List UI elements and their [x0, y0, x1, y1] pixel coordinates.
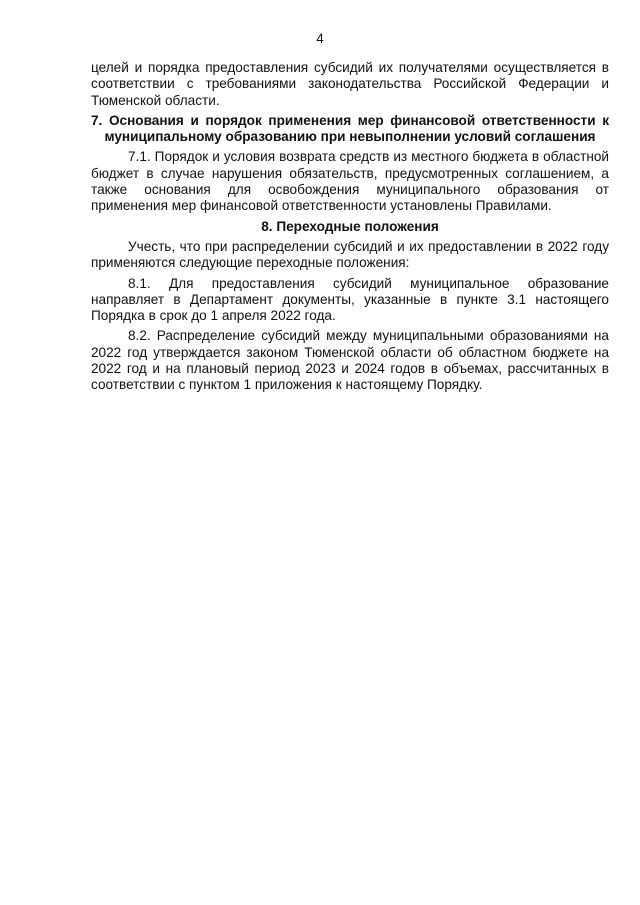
paragraph-8-1: 8.1. Для предоставления субсидий муниципальное образование направляет в Департамент документы, указанные в пункте 3.1 настоящего Порядка в срок до 1 апреля 2022 года. [91, 275, 609, 324]
paragraph-intro: целей и порядка предоставления субсидий их получателями осуществляется в соответствии с требованиями законодательства Российской Федерации и Тюменской области. [91, 60, 609, 108]
paragraph-8-intro: Учесть, что при распределении субсидий и их предоставлении в 2022 году применяются следующие переходные положения: [91, 238, 609, 271]
section-8-heading: 8. Переходные положения [261, 218, 439, 234]
section-7-heading: 7. Основания и порядок применения мер финансовой ответственности к муниципальному образованию при невыполнении условий соглашения [91, 112, 609, 145]
document-body [91, 60, 609, 398]
paragraph-7-1: 7.1. Порядок и условия возврата средств из местного бюджета в областной бюджет в случае нарушения обязательств, предусмотренных соглашением, а также основания для освобождения муниципального образования от применения мер финансовой ответственности установлены Правилами. [91, 149, 609, 214]
page-number: 4 [316, 31, 324, 46]
paragraph-8-2: 8.2. Распределение субсидий между муниципальными образованиями на 2022 год утверждается законом Тюменской области об областном бюджете на 2022 год и на плановый период 2023 и 2024 годов в объемах, рассчитанных в соответствии с пунктом 1 приложения к настоящему Порядку. [91, 328, 609, 393]
